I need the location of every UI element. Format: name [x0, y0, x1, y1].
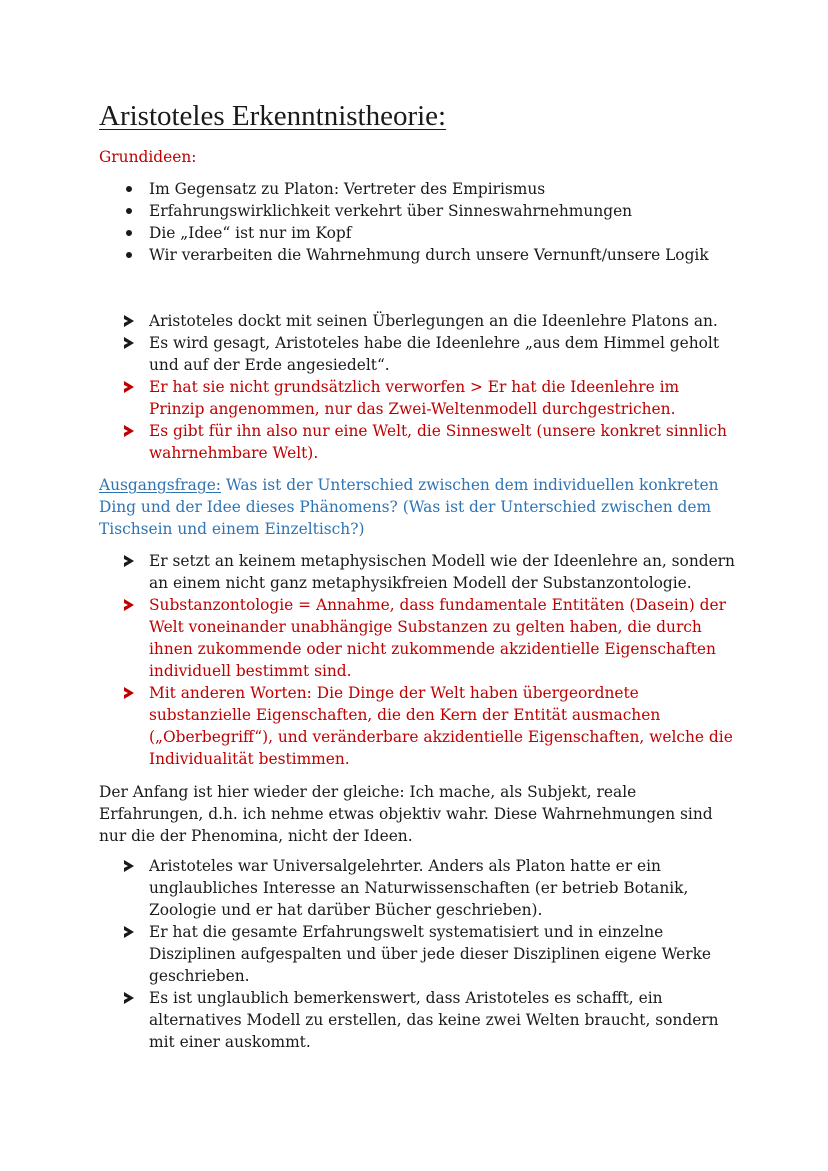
arrow-item-line: Aristoteles dockt mit seinen Überlegungen an die Ideenlehre Platons an.	[149, 312, 718, 330]
paragraph-line: nur die der Phenomina, nicht der Ideen.	[99, 827, 413, 845]
arrow-bullet-icon	[124, 381, 134, 393]
arrow-item-line: an einem nicht ganz metaphysikfreien Modell der Substanzontologie.	[149, 574, 692, 592]
arrow-item-line: unglaubliches Interesse an Naturwissenschaften (er betrieb Botanik,	[149, 879, 689, 897]
bullet-dot-icon	[126, 208, 132, 214]
arrow-bullet-icon	[124, 337, 134, 349]
arrow-item-line: Er hat die gesamte Erfahrungswelt systematisiert und in einzelne	[149, 923, 664, 941]
arrow-item-line: Individualität bestimmen.	[149, 750, 350, 768]
bullet-dot-icon	[126, 186, 132, 192]
arrow-item-line: wahrnehmbare Welt).	[149, 444, 319, 462]
arrow-item-line: Mit anderen Worten: Die Dinge der Welt haben übergeordnete	[149, 684, 639, 702]
arrow-bullet-icon	[124, 315, 134, 327]
arrow-item-line: alternatives Modell zu erstellen, das keine zwei Welten braucht, sondern	[149, 1011, 719, 1029]
arrow-item-line: und auf der Erde angesiedelt“.	[149, 356, 390, 374]
bullet-item: Die „Idee“ ist nur im Kopf	[149, 224, 352, 242]
arrow-bullet-icon	[124, 860, 134, 872]
arrow-item-line: Er hat sie nicht grundsätzlich verworfen > Er hat die Ideenlehre im	[149, 378, 680, 396]
arrow-bullet-icon	[124, 992, 134, 1004]
bullet-dot-icon	[126, 230, 132, 236]
bullet-item: Wir verarbeiten die Wahrnehmung durch unsere Vernunft/unsere Logik	[149, 246, 709, 264]
arrow-item-line: Er setzt an keinem metaphysischen Modell wie der Ideenlehre an, sondern	[149, 552, 735, 570]
arrow-item-line: („Oberbegriff“), und veränderbare akzidentielle Eigenschaften, welche die	[149, 728, 733, 746]
ausgangsfrage-line: Ding und der Idee dieses Phänomens? (Was ist der Unterschied zwischen dem	[99, 498, 712, 516]
paragraph-line: Der Anfang ist hier wieder der gleiche: Ich mache, als Subjekt, reale	[99, 783, 637, 801]
ausgangsfrage-label: Ausgangsfrage:	[99, 476, 221, 494]
arrow-item-line: mit einer auskommt.	[149, 1033, 311, 1051]
bullet-item: Im Gegensatz zu Platon: Vertreter des Empirismus	[149, 180, 546, 198]
ausgangsfrage-text: Was ist der Unterschied zwischen dem individuellen konkreten	[221, 476, 719, 494]
paragraph-line: Erfahrungen, d.h. ich nehme etwas objektiv wahr. Diese Wahrnehmungen sind	[99, 805, 713, 823]
arrow-item-line: Es gibt für ihn also nur eine Welt, die Sinneswelt (unsere konkret sinnlich	[149, 422, 727, 440]
arrow-bullet-icon	[124, 555, 134, 567]
page-title: Aristoteles Erkenntnistheorie:	[99, 100, 447, 132]
arrow-bullet-icon	[124, 425, 134, 437]
arrow-bullet-icon	[124, 926, 134, 938]
arrow-item-line: individuell bestimmt sind.	[149, 662, 352, 680]
arrow-item-line: Welt voneinander unabhängige Substanzen zu gelten haben, die durch	[149, 618, 702, 636]
arrow-item-line: Es ist unglaublich bemerkenswert, dass Aristoteles es schafft, ein	[149, 989, 663, 1007]
arrow-item-line: Prinzip angenommen, nur das Zwei-Weltenmodell durchgestrichen.	[149, 400, 676, 418]
arrow-bullet-icon	[124, 599, 134, 611]
arrow-item-line: Substanzontologie = Annahme, dass fundamentale Entitäten (Dasein) der	[149, 596, 726, 614]
arrow-item-line: substanzielle Eigenschaften, die den Kern der Entität ausmachen	[149, 706, 661, 724]
arrow-item-line: Zoologie und er hat darüber Bücher geschrieben).	[149, 901, 543, 919]
ausgangsfrage-line: Tischsein und einem Einzeltisch?)	[99, 520, 365, 538]
arrow-item-line: Aristoteles war Universalgelehrter. Anders als Platon hatte er ein	[149, 857, 661, 875]
ausgangsfrage-line	[99, 474, 719, 496]
arrow-bullet-icon	[124, 687, 134, 699]
arrow-item-line: Es wird gesagt, Aristoteles habe die Ideenlehre „aus dem Himmel geholt	[149, 334, 720, 352]
arrow-item-line: ihnen zukommende oder nicht zukommende akzidentielle Eigenschaften	[149, 640, 716, 658]
grundideen-heading: Grundideen:	[99, 148, 197, 166]
arrow-item-line: geschrieben.	[149, 967, 250, 985]
bullet-dot-icon	[126, 252, 132, 258]
arrow-item-line: Disziplinen aufgespalten und über jede dieser Disziplinen eigene Werke	[149, 945, 712, 963]
bullet-item: Erfahrungswirklichkeit verkehrt über Sinneswahrnehmungen	[149, 202, 633, 220]
